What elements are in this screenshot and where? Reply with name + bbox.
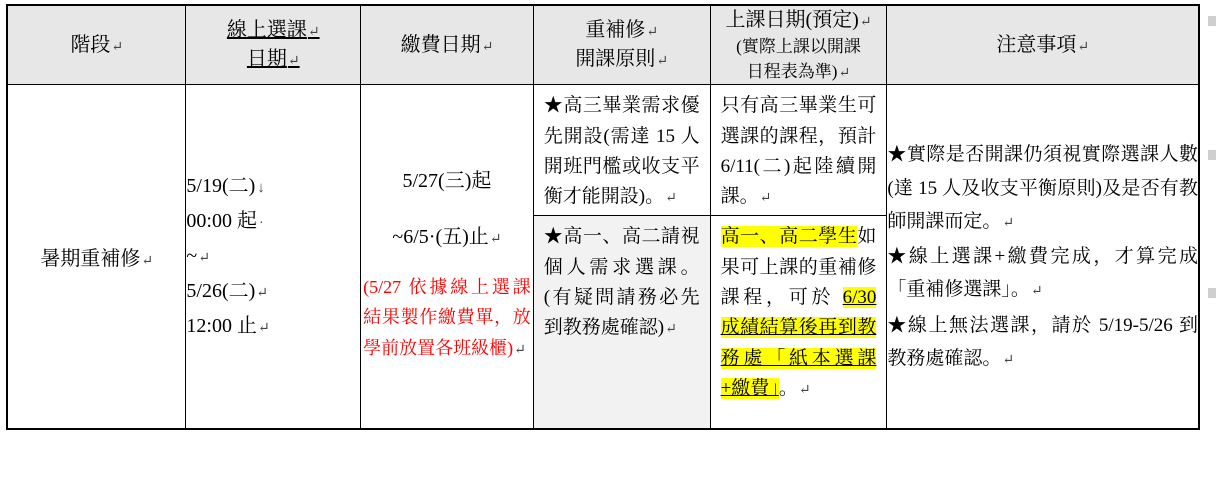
fee-note: [361, 272, 533, 364]
class-date-suffix: 。 ↵: [779, 378, 811, 399]
class-date-item-1: [711, 85, 887, 216]
stage-label: 暑期重補修 ↵: [40, 248, 153, 270]
cell-online-dates: [186, 85, 361, 430]
rule-item-1: [534, 85, 710, 216]
header-notes-label: 注意事項 ↵: [887, 31, 1198, 60]
online-date-line-3: [186, 239, 360, 274]
header-online-selection: [186, 5, 361, 85]
page-edge-mark-low: [1208, 288, 1216, 298]
header-date-line2: (實際上課以開課: [736, 37, 861, 56]
table-body: [7, 85, 1199, 430]
fee-start-date: 5/27(三)起: [402, 169, 492, 192]
page-edge-mark-top: [1208, 16, 1216, 26]
header-class-date: [710, 5, 887, 85]
online-date-line-4: [186, 274, 360, 309]
header-date-line1: 上課日期(預定) ↵: [711, 6, 887, 35]
cell-class-date: [710, 85, 887, 430]
class-date-item-2: [711, 216, 887, 428]
fee-end-date: ~6/5·(五)止 ↵: [392, 226, 501, 248]
note-item-3: [887, 309, 1198, 376]
header-notes: [887, 5, 1199, 85]
note-item-3-text: ★線上無法選課，請於 5/19-5/26 到教務處確認。 ↵: [887, 315, 1198, 369]
table-row: [7, 85, 1199, 430]
header-date-line3: 日程表為準) ↵: [711, 60, 887, 85]
header-stage-label: 階段 ↵: [8, 31, 185, 60]
online-time-start: 00:00 起 ·: [186, 210, 263, 232]
fee-date-line-1: [361, 164, 533, 198]
cell-retake-rule: [533, 85, 710, 430]
header-fee-label: 繳費日期 ↵: [361, 31, 533, 60]
online-time-end: 12:00 止 ↵: [186, 315, 269, 337]
header-rule-line2: 開課原則 ↵: [534, 45, 710, 74]
class-date-mid-text: 如果可上課的重補修課程，可於: [720, 226, 877, 309]
fee-date-line-2: [361, 220, 533, 254]
class-date-item-1-text: 只有高三畢業生可選課的課程，預計 6/11(二)起陸續開課。 ↵: [721, 95, 877, 207]
online-date-line-5: [186, 309, 360, 344]
cell-fee-date: [361, 85, 534, 430]
schedule-table: [6, 4, 1200, 430]
header-retake-rule: [533, 5, 710, 85]
class-date-highlight-prefix: 高一、高二學生: [720, 226, 858, 248]
note-item-1: [887, 138, 1198, 238]
rule-item-1-text: ★高三畢業需求優先開設(需達 15 人開班門檻或收支平衡才能開設)。 ↵: [544, 95, 700, 207]
class-date-highlight-tail: 6/30 成績結算後再到教務處「紙本選課+繳費」: [720, 287, 877, 400]
note-item-1-text: ★實際是否開課仍須視實際選課人數(達 15 人及收支平衡原則)及是否有教師開課而定。 ↵: [887, 144, 1198, 232]
header-row: [7, 5, 1199, 85]
online-date-line-2: [186, 204, 360, 239]
online-range-dash: ~ ↵: [186, 245, 210, 267]
header-online-line2: 日期 ↵: [186, 45, 360, 74]
header-rule-line1: 重補修 ↵: [534, 16, 710, 45]
cell-stage: [7, 85, 186, 430]
header-stage: [7, 5, 186, 85]
fee-note-text: (5/27 依據線上選課結果製作繳費單，放學前放置各班級櫃) ↵: [363, 277, 531, 358]
rule-item-2-text: ★高一、高二請視個人需求選課。(有疑問請務必先到教務處確認) ↵: [544, 226, 700, 338]
online-date-end: 5/26(二) ↵: [186, 280, 268, 302]
page-edge-mark-mid: [1208, 150, 1216, 160]
header-fee-date: [361, 5, 534, 85]
online-date-start: 5/19(二) ↓: [186, 175, 264, 197]
note-item-2-text: ★線上選課+繳費完成，才算完成「重補修選課」。 ↵: [887, 246, 1198, 300]
online-date-line-1: [186, 169, 360, 204]
table-header: [7, 5, 1199, 85]
header-online-line1: 線上選課 ↵: [186, 16, 360, 45]
cell-notes: [887, 85, 1199, 430]
note-item-2: [887, 240, 1198, 307]
rule-item-2: [534, 216, 710, 428]
